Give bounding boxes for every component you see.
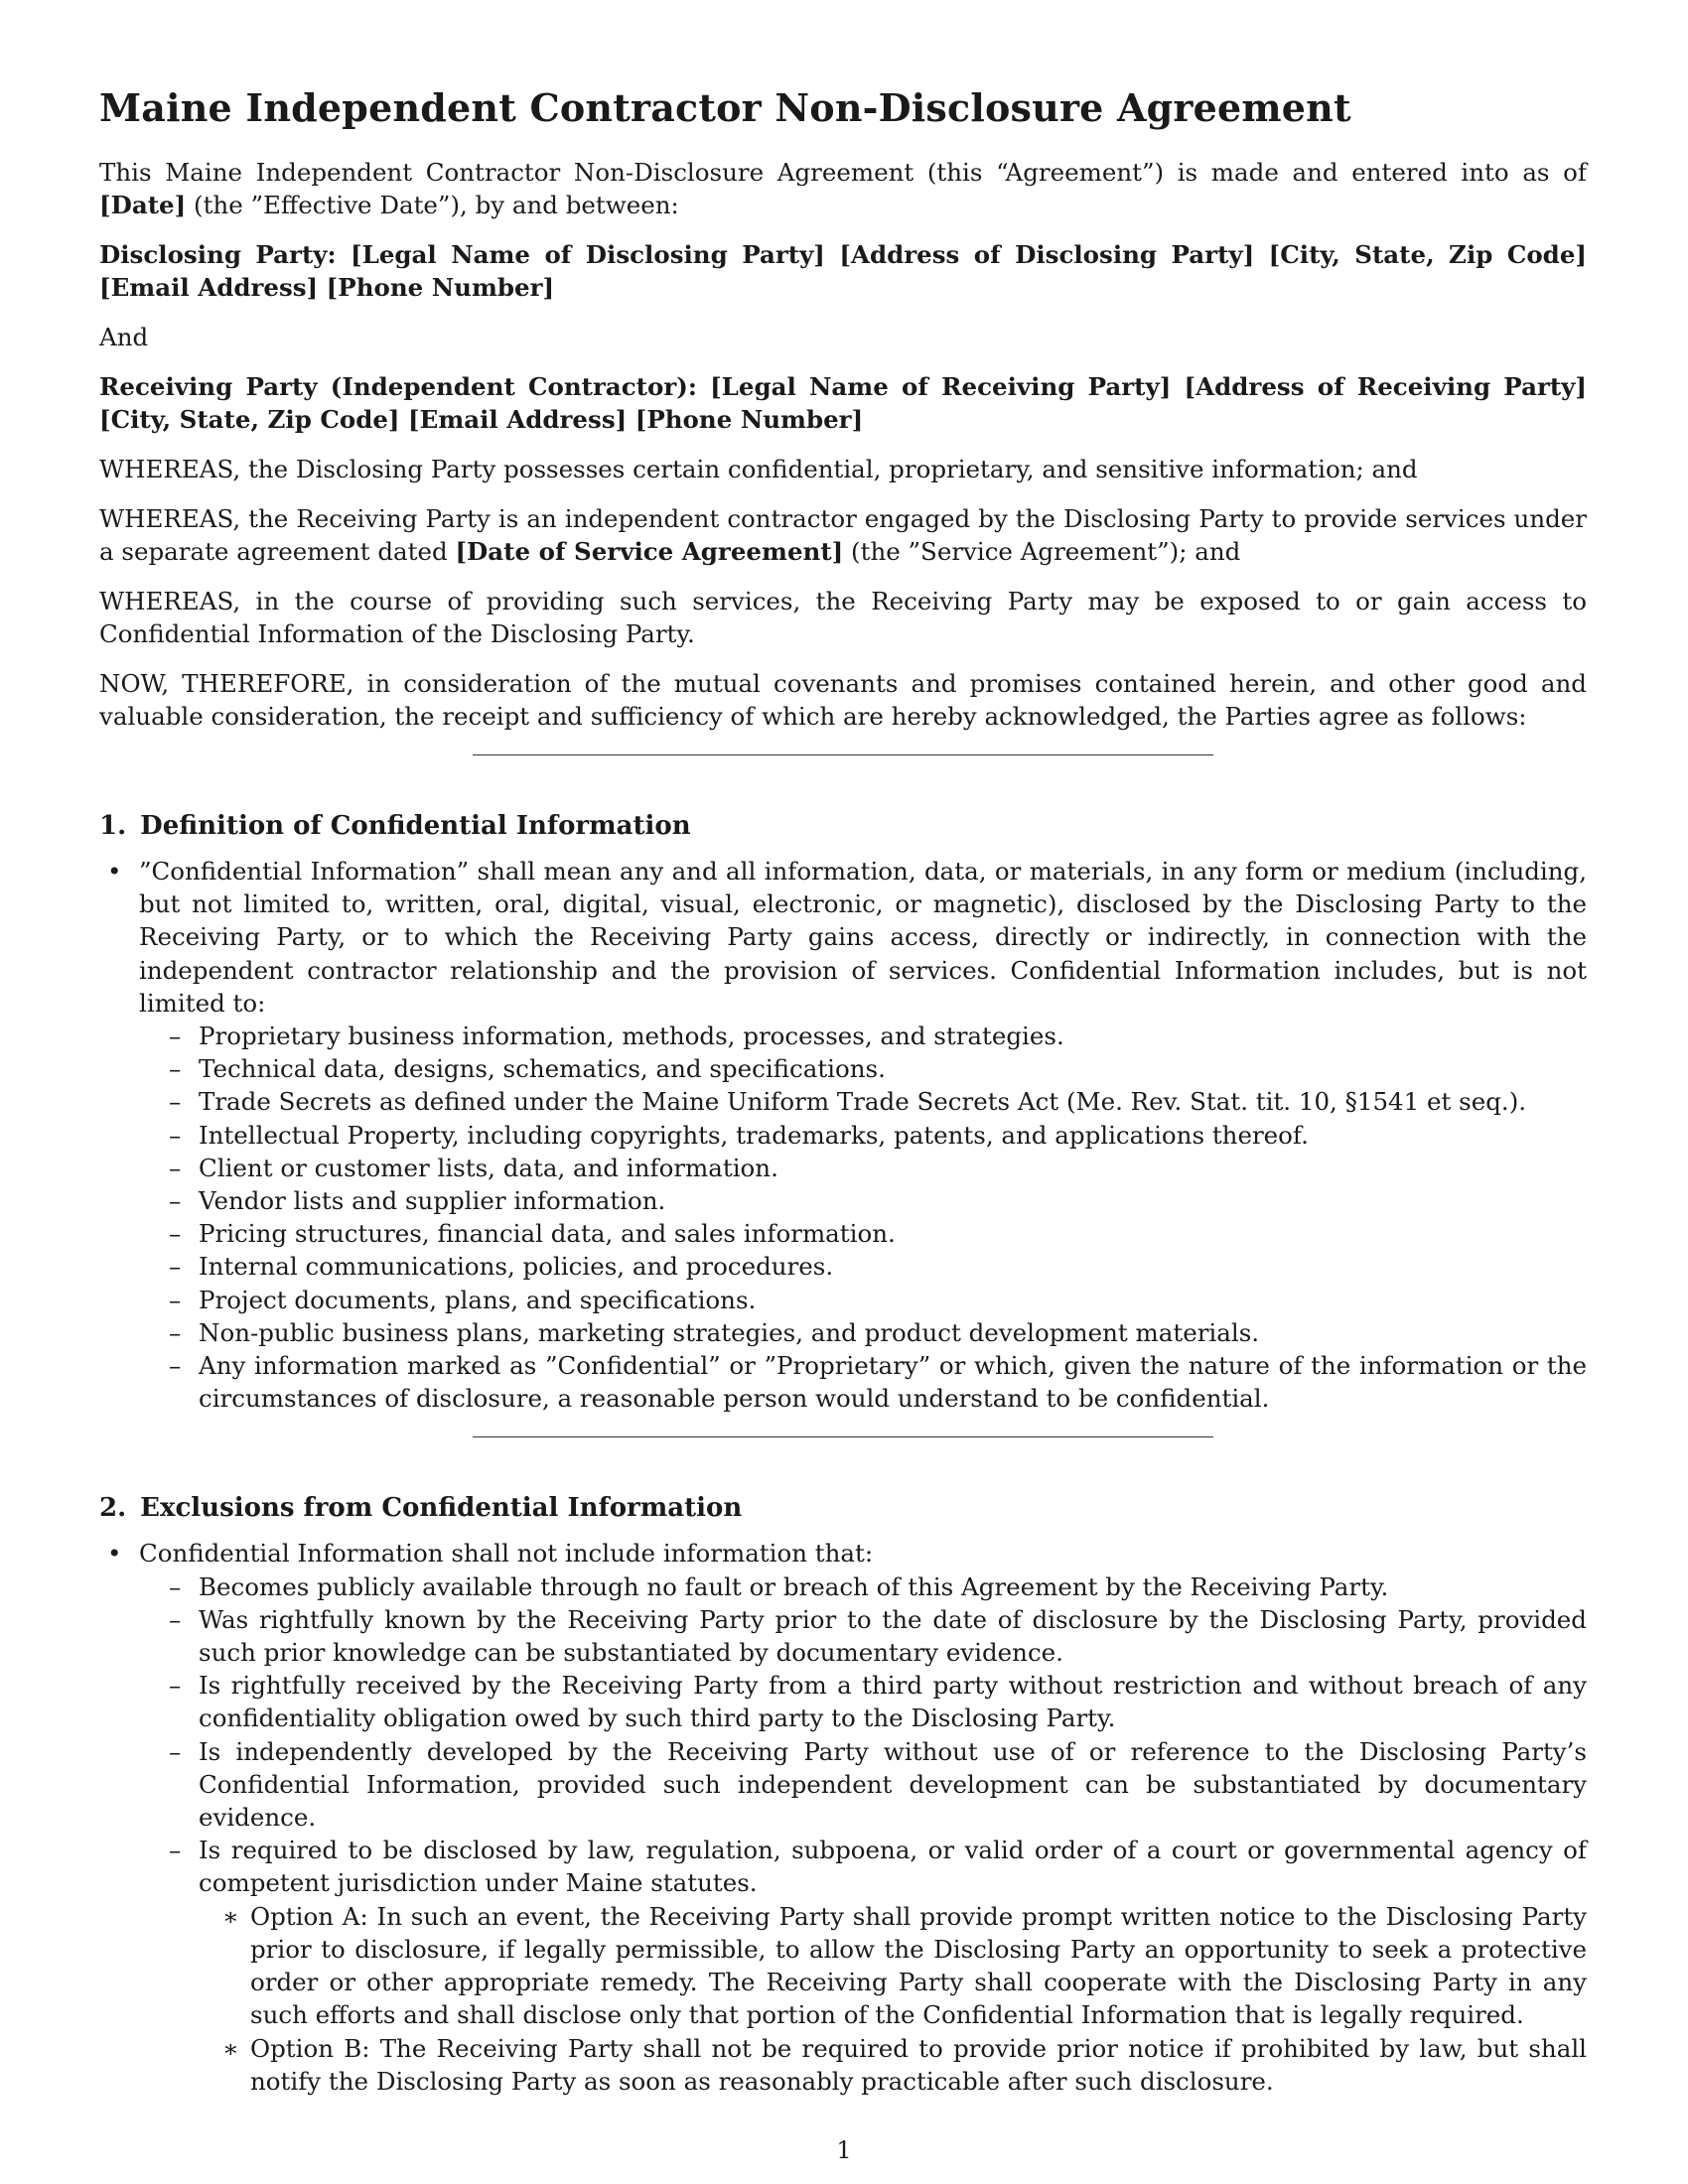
section-2-heading <box>99 1493 1587 1523</box>
section-divider <box>473 754 1213 755</box>
document-page <box>99 85 1587 2098</box>
section-2-list <box>99 1537 1587 2097</box>
whereas-2-pre: WHEREAS, the Receiving Party is an independent contractor engaged by the Disclosing Party to provide services under a separate agreement dated <box>99 504 1587 566</box>
list-item <box>139 1537 1587 2097</box>
list-item: – Technical data, designs, schematics, and specifications. <box>199 1052 1587 1085</box>
service-agreement-date-placeholder: [Date of Service Agreement] <box>455 537 844 566</box>
list-item: – Any information marked as ”Confidential” or ”Proprietary” or which, given the nature of the information or the circumstances of disclosure, a reasonable person would understand to be confidential. <box>199 1349 1587 1415</box>
now-therefore-clause: NOW, THEREFORE, in consideration of the mutual covenants and promises contained herein, and other good and valuable consideration, the receipt and sufficiency of which are hereby acknowledged, the Parties agree as follows: <box>99 669 1587 731</box>
section-1-number: 1. <box>99 811 127 841</box>
list-item <box>199 1834 1587 2098</box>
section-1-title: Definition of Confidential Information <box>140 811 691 841</box>
disclosing-party-block: Disclosing Party: [Legal Name of Disclosing Party] [Address of Disclosing Party] [City, State, Zip Code] [Email Address] [Phone Number] <box>99 240 1587 302</box>
section-1-list <box>99 855 1587 1415</box>
list-item <box>139 855 1587 1415</box>
exclusions-list <box>139 1570 1587 2098</box>
option-b: ∗ Option B: The Receiving Party shall not be required to provide prior notice if prohibited by law, but shall notify the Disclosing Party as soon as reasonably practicable after such disclosure. <box>250 2032 1587 2098</box>
list-item: – Becomes publicly available through no fault or breach of this Agreement by the Receiving Party. <box>199 1570 1587 1603</box>
whereas-2-post: (the ”Service Agreement”); and <box>843 537 1241 566</box>
list-item: – Non-public business plans, marketing strategies, and product development materials. <box>199 1316 1587 1349</box>
list-item: – Client or customer lists, data, and information. <box>199 1152 1587 1184</box>
section-2-number: 2. <box>99 1493 127 1524</box>
list-item: – Project documents, plans, and specifications. <box>199 1284 1587 1316</box>
section-2-title: Exclusions from Confidential Information <box>140 1493 743 1524</box>
list-item: – Is rightfully received by the Receiving Party from a third party without restriction and without breach of any confidentiality obligation owed by such third party to the Disclosing Party. <box>199 1669 1587 1734</box>
section-divider <box>473 1436 1213 1437</box>
list-item: – Proprietary business information, methods, processes, and strategies. <box>199 1020 1587 1052</box>
intro-text-pre: This Maine Independent Contractor Non-Disclosure Agreement (this “Agreement”) is made and entered into as of <box>99 158 1587 187</box>
confidential-info-examples <box>139 1020 1587 1415</box>
list-item: – Trade Secrets as defined under the Maine Uniform Trade Secrets Act (Me. Rev. Stat. tit. 10, §1541 et seq.). <box>199 1085 1587 1118</box>
list-item: – Pricing structures, financial data, and sales information. <box>199 1217 1587 1250</box>
whereas-clause-1: WHEREAS, the Disclosing Party possesses certain confidential, proprietary, and sensitive information; and <box>99 455 1418 483</box>
disclosure-options <box>199 1900 1587 2098</box>
whereas-clause-3: WHEREAS, in the course of providing such services, the Receiving Party may be exposed to or gain access to Confidential Information of the Disclosing Party. <box>99 587 1587 648</box>
confidential-info-definition: ”Confidential Information” shall mean any and all information, data, or materials, in any form or medium (including, but not limited to, written, oral, digital, visual, electronic, or magnetic), disclosed by the Disclosing Party to the Receiving Party, or to which the Receiving Party gains access, directly or indirectly, in connection with the independent contractor relationship and the provision of services. Confidential Information includes, but is not limited to: <box>139 857 1587 1018</box>
document-title: Maine Independent Contractor Non-Disclosure Agreement <box>99 85 1351 130</box>
intro-paragraph <box>99 156 1587 221</box>
whereas-clause-2 <box>99 502 1587 568</box>
legal-disclosure-exclusion: Is required to be disclosed by law, regulation, subpoena, or valid order of a court or governmental agency of competent jurisdiction under Maine statutes. <box>199 1836 1587 1898</box>
exclusions-intro: Confidential Information shall not include information that: <box>139 1539 874 1569</box>
list-item: – Was rightfully known by the Receiving Party prior to the date of disclosure by the Disclosing Party, provided such prior knowledge can be substantiated by documentary evidence. <box>199 1603 1587 1669</box>
and-separator: And <box>99 323 149 351</box>
effective-date-placeholder: [Date] <box>99 191 187 219</box>
intro-text-post: (the ”Effective Date”), by and between: <box>186 191 679 219</box>
list-item: – Intellectual Property, including copyrights, trademarks, patents, and applications thereof. <box>199 1119 1587 1152</box>
page-number: 1 <box>836 2136 852 2164</box>
list-item: – Is independently developed by the Receiving Party without use of or reference to the Disclosing Party’s Confidential Information, provided such independent development can be substantiated by documentary evidence. <box>199 1735 1587 1835</box>
section-1-heading <box>99 811 1587 841</box>
list-item: – Vendor lists and supplier information. <box>199 1184 1587 1217</box>
option-a: ∗ Option A: In such an event, the Receiving Party shall provide prompt written notice to the Disclosing Party prior to disclosure, if legally permissible, to allow the Disclosing Party an opportunity to seek a protective order or other appropriate remedy. The Receiving Party shall cooperate with the Disclosing Party in any such efforts and shall disclose only that portion of the Confidential Information that is legally required. <box>250 1900 1587 2032</box>
list-item: – Internal communications, policies, and procedures. <box>199 1250 1587 1283</box>
receiving-party-block: Receiving Party (Independent Contractor): [Legal Name of Receiving Party] [Address of Receiving Party] [City, State, Zip Code] [Email Address] [Phone Number] <box>99 372 1587 434</box>
